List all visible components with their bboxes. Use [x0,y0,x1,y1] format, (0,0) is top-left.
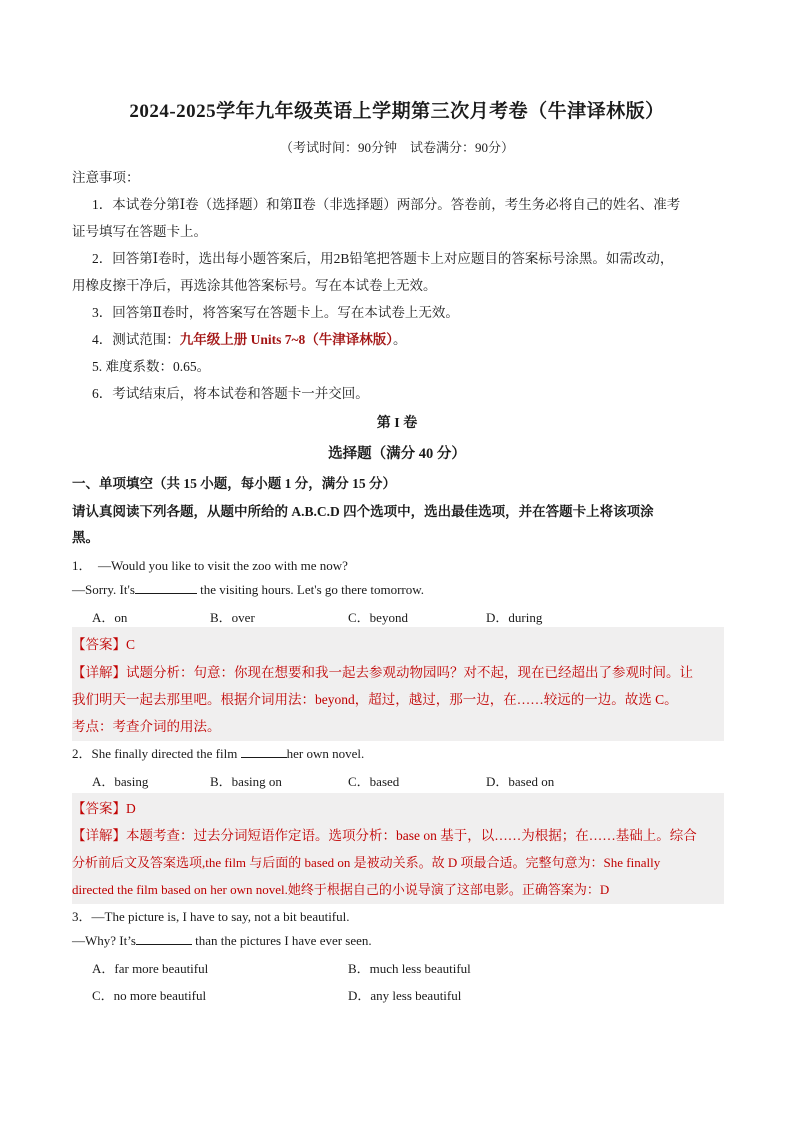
note-2: 2．回答第Ⅰ卷时，选出每小题答案后，用2B铅笔把答题卡上对应题目的答案标号涂黑。如需改动， [92,251,674,266]
note-5: 5. 难度系数：0.65。 [92,359,211,374]
q1-line2 [72,581,722,598]
section-part: 第 I 卷 [376,416,418,431]
q2-option-c: C．based [348,774,400,789]
q1-line2-start: —Sorry. It's [72,582,135,597]
instruction: 请认真阅读下列各题，从题中所给的 A.B.C.D 四个选项中，选出最佳选项，并在答题卡上将该项涂 [72,504,654,519]
page-title: 2024-2025学年九年级英语上学期第三次月考卷（牛津译林版） [129,101,665,122]
q3-option-d: D．any less beautiful [348,988,462,1003]
q2-detail-end: directed the film based on her own novel.她终于根据自己的小说导演了这部电影。正确答案为：D [72,882,610,897]
q2-detail [72,824,722,844]
q1-blank [135,581,197,594]
q2-detail-text: 本题考查：过去分词短语作定语。选项分析：base on 基于，以……为根据；在……基础上。综合 [126,828,697,843]
note-1-cont: 证号填写在答题卡上。 [72,224,207,239]
test-scope: 九年级上册 Units 7~8（牛津译林版） [179,332,394,347]
exam-info: （考试时间：90分钟 试卷满分：90分） [279,140,514,155]
note-4 [92,328,742,348]
section-choice: 选择题（满分 40 分） [328,446,466,462]
q2-answer-value: D [126,801,136,816]
q2-detail-label: 【详解】 [72,828,126,843]
q2-detail-cont: 分析前后文及答案选项,the film 与后面的 based on 是被动关系。故 D 项最合适。完整句意为：She finally [72,855,661,870]
part1-title: 一、单项填空（共 15 小题，每小题 1 分，满分 15 分） [72,476,396,491]
q1-option-a: A．on [92,610,128,625]
q2-option-d: D．based on [486,774,555,789]
q2-answer [72,797,722,817]
q1-knowledge-point: 考点：考查介词的用法。 [72,719,221,734]
note-1: 1．本试卷分第Ⅰ卷（选择题）和第Ⅱ卷（非选择题）两部分。答卷前，考生务必将自己的姓名、准考 [92,197,681,212]
q1-detail-cont: 我们明天一起去那里吧。根据介词用法：beyond，超过，越过，那一边，在……较远的一边。故选 C。 [72,692,678,707]
q2-option-a: A．basing [92,774,149,789]
q3-option-a: A．far more beautiful [92,961,209,976]
q2-line1-start: 2．She finally directed the film [72,746,241,761]
q3-line1: 3．—The picture is, I have to say, not a bit beautiful. [72,909,350,924]
note-6: 6．考试结束后，将本试卷和答题卡一并交回。 [92,386,369,401]
q1-answer-value: C [126,637,136,652]
notes-heading: 注意事项： [72,170,140,185]
q2-option-b: B．basing on [210,774,282,789]
q2-line1 [72,743,722,762]
q1-line2-end: the visiting hours. Let's go there tomorrow. [196,582,425,597]
note-4-suffix: 。 [393,332,407,347]
note-2-cont: 用橡皮擦干净后，再选涂其他答案标号。写在本试卷上无效。 [72,278,437,293]
q3-blank [136,932,192,945]
q1-option-b: B．over [210,610,255,625]
q3-option-c: C．no more beautiful [92,988,207,1003]
q1-detail [72,661,722,681]
q3-line2 [72,932,722,949]
q1-option-d: D．during [486,610,543,625]
q3-line2-start: —Why? It’s [72,933,136,948]
q2-answer-label: 【答案】 [72,801,126,816]
q1-detail-text: 试题分析：句意：你现在想要和我一起去参观动物园吗？对不起，现在已经超出了参观时间。让 [126,665,693,680]
q2-line1-end: her own novel. [286,746,365,761]
note-3: 3．回答第Ⅱ卷时，将答案写在答题卡上。写在本试卷上无效。 [92,305,459,320]
q1-option-c: C．beyond [348,610,408,625]
q3-option-b: B．much less beautiful [348,961,471,976]
q1-answer [72,633,722,653]
q1-line1: 1． —Would you like to visit the zoo with me now? [72,558,348,573]
instruction-cont: 黑。 [72,530,99,545]
q2-blank [241,745,287,758]
q1-answer-label: 【答案】 [72,637,126,652]
note-4-prefix: 4．测试范围： [92,332,180,347]
q3-line2-end: than the pictures I have ever seen. [191,933,372,948]
q1-detail-label: 【详解】 [72,665,126,680]
